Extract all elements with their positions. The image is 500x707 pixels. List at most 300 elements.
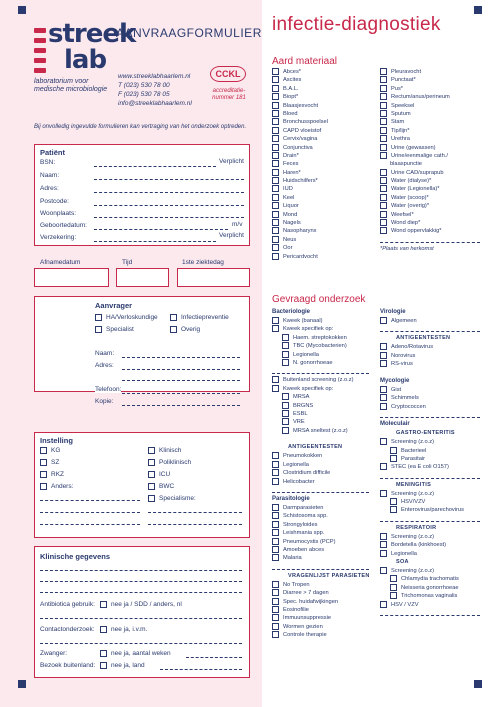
checkbox-item[interactable] [380, 76, 488, 84]
checkbox-item[interactable] [380, 455, 488, 463]
checkbox[interactable] [380, 567, 387, 574]
checkbox[interactable] [272, 68, 279, 75]
checkbox[interactable] [380, 463, 387, 470]
checkbox[interactable] [272, 521, 279, 528]
checkbox-item[interactable] [380, 202, 488, 210]
checkbox[interactable] [380, 202, 387, 209]
checkbox-item-text: Norovirus [391, 352, 416, 359]
checkbox-item[interactable] [380, 85, 488, 93]
checkbox-item-text: Bacterieel [401, 447, 427, 454]
institution-poliklinisch[interactable] [148, 459, 191, 466]
checkbox[interactable] [272, 169, 279, 176]
checkbox-item[interactable] [380, 102, 488, 110]
checkbox[interactable] [170, 326, 177, 333]
option-label: Specialisme: [159, 495, 196, 503]
checkbox-item[interactable] [380, 394, 488, 402]
option-label: Klinisch [159, 447, 182, 455]
checkbox[interactable] [272, 325, 279, 332]
checkbox[interactable] [272, 152, 279, 159]
checkbox-item[interactable] [380, 219, 488, 227]
checkbox[interactable] [100, 662, 107, 669]
checkbox[interactable] [272, 581, 279, 588]
patient-box [34, 144, 250, 246]
checkbox-item[interactable] [380, 403, 488, 411]
checkbox-item[interactable] [272, 521, 377, 529]
checkbox[interactable] [40, 483, 47, 490]
checkbox[interactable] [390, 584, 397, 591]
checkbox-item[interactable] [380, 438, 488, 446]
checkbox[interactable] [380, 93, 387, 100]
checkbox[interactable] [272, 194, 279, 201]
checkbox-item-text: Bordetella (kinkhoest) [391, 542, 447, 549]
material-heading: Aard materiaal [272, 56, 338, 67]
checkbox[interactable] [282, 342, 289, 349]
checkbox[interactable] [282, 418, 289, 425]
checkbox[interactable] [380, 127, 387, 134]
checkbox[interactable] [148, 471, 155, 478]
checkbox[interactable] [170, 314, 177, 321]
checkbox[interactable] [272, 118, 279, 125]
checkbox[interactable] [380, 169, 387, 176]
checkbox-item-text: Neus [283, 236, 297, 243]
checkbox-item[interactable] [380, 169, 488, 177]
checkbox[interactable] [40, 447, 47, 454]
checkbox-item[interactable] [380, 506, 488, 514]
checkbox[interactable] [380, 102, 387, 109]
checkbox-item[interactable] [272, 452, 377, 460]
checkbox-item[interactable] [380, 152, 488, 160]
checkbox-item[interactable] [272, 334, 377, 342]
checkbox-item[interactable] [380, 584, 488, 592]
checkbox[interactable] [390, 447, 397, 454]
checkbox-item-text: Sputum [391, 110, 411, 117]
checkbox-item[interactable] [272, 202, 377, 210]
checkbox[interactable] [380, 601, 387, 608]
subsection-heading [380, 481, 488, 490]
checkbox-item[interactable] [272, 385, 377, 393]
checkbox[interactable] [272, 144, 279, 151]
institution-kg[interactable] [40, 447, 60, 454]
checkbox-item[interactable] [380, 447, 488, 455]
checkbox-item[interactable] [272, 359, 377, 367]
checkbox-item[interactable] [272, 581, 377, 589]
contact-email[interactable]: info@streeklabhaarlem.nl [118, 100, 192, 107]
institution-specialisme[interactable] [148, 495, 196, 502]
checkbox-item[interactable] [380, 567, 488, 575]
checkbox-item[interactable] [272, 554, 377, 562]
cckl-badge: CCKL [210, 66, 246, 82]
checkbox-item[interactable] [272, 342, 377, 350]
checkbox[interactable] [390, 575, 397, 582]
checkbox-item[interactable] [272, 68, 377, 76]
checkbox[interactable] [272, 253, 279, 260]
checkbox[interactable] [95, 314, 102, 321]
checkbox[interactable] [272, 317, 279, 324]
checkbox-item-text: No Tropen [283, 581, 310, 588]
checkbox-item[interactable] [272, 219, 377, 227]
checkbox-item[interactable] [272, 227, 377, 235]
field-postcode-input[interactable] [94, 205, 244, 206]
specialisme-input-2[interactable] [148, 524, 242, 525]
blank-line[interactable] [380, 473, 480, 479]
checkbox[interactable] [272, 631, 279, 638]
checkbox-item[interactable] [380, 185, 488, 193]
contact-research-options[interactable] [100, 626, 147, 633]
blank-line[interactable] [380, 516, 480, 522]
checkbox-item[interactable] [272, 160, 377, 168]
contact-input[interactable] [40, 643, 242, 644]
pregnant-weeks-input[interactable] [186, 657, 242, 658]
institution-icu[interactable] [148, 471, 170, 478]
checkbox-item[interactable] [272, 418, 377, 426]
checkbox-item[interactable] [272, 623, 377, 631]
checkbox[interactable] [380, 110, 387, 117]
checkbox[interactable] [380, 211, 387, 218]
antibiotic-options[interactable] [100, 601, 182, 608]
checkbox-item[interactable] [272, 589, 377, 597]
pregnant-options[interactable] [100, 650, 171, 657]
contact-fax: F (023) 530 78 05 [118, 91, 170, 98]
checkbox[interactable] [100, 650, 107, 657]
checkbox[interactable] [380, 185, 387, 192]
abroad-country-input[interactable] [160, 669, 242, 670]
checkbox[interactable] [272, 177, 279, 184]
checkbox-item[interactable] [272, 144, 377, 152]
checkbox[interactable] [380, 550, 387, 557]
checkbox-item[interactable] [380, 68, 488, 76]
requester-option-specialist[interactable] [95, 326, 134, 333]
checkbox-item[interactable] [272, 127, 377, 135]
checkbox-item[interactable] [380, 463, 488, 471]
checkbox[interactable] [380, 135, 387, 142]
checkbox-item-text: BRGNS [293, 402, 314, 409]
checkbox[interactable] [272, 227, 279, 234]
checkbox-item[interactable] [272, 614, 377, 622]
field-naam-input[interactable] [94, 179, 244, 180]
checkbox[interactable] [390, 498, 397, 505]
checkbox[interactable] [272, 110, 279, 117]
checkbox[interactable] [272, 452, 279, 459]
checkbox[interactable] [272, 504, 279, 511]
checkbox-item[interactable] [272, 253, 377, 261]
field-verzekering-input[interactable] [94, 241, 216, 242]
checkbox-item[interactable] [380, 118, 488, 126]
checkbox[interactable] [380, 85, 387, 92]
checkbox[interactable] [272, 469, 279, 476]
checkbox-item[interactable] [380, 533, 488, 541]
checkbox[interactable] [272, 589, 279, 596]
gender-label[interactable]: m/v [232, 221, 243, 228]
checkbox[interactable] [390, 506, 397, 513]
checkbox[interactable] [272, 127, 279, 134]
checkbox-item[interactable] [380, 127, 488, 135]
checkbox-item-text: Eosinofilie [283, 606, 309, 613]
checkbox-item-text: Rectum/anus/perineum [391, 94, 450, 101]
checkbox-item[interactable] [272, 598, 377, 606]
checkbox[interactable] [380, 490, 387, 497]
checkbox-item[interactable] [380, 541, 488, 549]
checkbox[interactable] [380, 403, 387, 410]
checkbox-item[interactable] [380, 227, 488, 235]
checkbox-item-text: Neisseria gonorrhoeae [401, 584, 459, 591]
institution-anders-input-3[interactable] [40, 524, 140, 525]
checkbox-item-text: blaaspunctie [390, 161, 422, 168]
requester-adres-input[interactable] [122, 369, 240, 370]
institution-anders-input[interactable] [40, 500, 140, 501]
checkbox[interactable] [272, 219, 279, 226]
checkbox[interactable] [380, 76, 387, 83]
checkbox-item[interactable] [272, 469, 377, 477]
requester-option-overig[interactable] [170, 326, 200, 333]
tijd-label: Tijd [122, 259, 133, 266]
checkbox[interactable] [380, 152, 387, 159]
blank-line[interactable] [272, 487, 369, 493]
checkbox-item[interactable] [272, 185, 377, 193]
checkbox-item[interactable] [272, 538, 377, 546]
checkbox[interactable] [390, 592, 397, 599]
requester-adres-input-2[interactable] [122, 380, 240, 381]
blank-line[interactable] [380, 412, 480, 418]
checkbox-item[interactable] [272, 376, 377, 384]
checkbox-item[interactable] [272, 177, 377, 185]
institution-anders[interactable] [40, 483, 73, 490]
contact-info [118, 72, 192, 108]
clinical-line-2[interactable] [40, 581, 242, 582]
checkbox-item[interactable] [380, 177, 488, 185]
checkbox-item[interactable] [272, 351, 377, 359]
checkbox-item[interactable] [272, 478, 377, 486]
checkbox-item[interactable] [380, 135, 488, 143]
checkbox[interactable] [380, 177, 387, 184]
checkbox-item[interactable] [380, 575, 488, 583]
checkbox[interactable] [272, 512, 279, 519]
field-adres-input[interactable] [94, 192, 244, 193]
checkbox-item[interactable] [272, 76, 377, 84]
checkbox-item[interactable] [380, 490, 488, 498]
requester-kopie-input[interactable] [122, 405, 240, 406]
checkbox-item[interactable] [380, 386, 488, 394]
checkbox[interactable] [282, 410, 289, 417]
checkbox[interactable] [100, 601, 107, 608]
requester-telefoon-input[interactable] [122, 393, 240, 394]
checkbox-item-text: Bronchusspoelsel [283, 119, 328, 126]
checkbox-item[interactable] [272, 529, 377, 537]
checkbox-item[interactable] [272, 512, 377, 520]
institution-anders-input-2[interactable] [40, 512, 140, 513]
checkbox[interactable] [272, 614, 279, 621]
checkbox[interactable] [95, 326, 102, 333]
checkbox[interactable] [380, 227, 387, 234]
blank-line[interactable] [272, 564, 369, 570]
field-geboortedatum-input[interactable] [94, 229, 228, 230]
checkbox[interactable] [282, 402, 289, 409]
subsection-heading [272, 495, 377, 504]
checkbox[interactable] [272, 546, 279, 553]
checkbox-item[interactable] [272, 427, 377, 435]
checkbox[interactable] [282, 393, 289, 400]
checkbox[interactable] [272, 236, 279, 243]
requester-option-infectiepreventie[interactable] [170, 314, 229, 321]
checkbox[interactable] [380, 352, 387, 359]
blank-line[interactable] [380, 237, 480, 243]
checkbox-item[interactable] [272, 546, 377, 554]
checkbox[interactable] [272, 606, 279, 613]
checkbox[interactable] [272, 76, 279, 83]
checkbox-item[interactable] [272, 152, 377, 160]
blank-line[interactable] [380, 610, 480, 616]
clinical-line-3[interactable] [40, 592, 242, 593]
checkbox-item[interactable] [380, 601, 488, 609]
abroad-options[interactable] [100, 662, 145, 669]
checkbox[interactable] [148, 459, 155, 466]
checkbox[interactable] [272, 623, 279, 630]
checkbox[interactable] [380, 438, 387, 445]
checkbox-item[interactable] [380, 93, 488, 101]
checkbox-item-text: Urethra [391, 136, 410, 143]
checkbox-item[interactable] [272, 118, 377, 126]
checkbox-item[interactable] [272, 102, 377, 110]
checkbox-item-text: IUD [283, 186, 293, 193]
checkbox-item[interactable] [272, 194, 377, 202]
checkbox[interactable] [380, 317, 387, 324]
logo-word-2: lab [64, 45, 107, 75]
blank-line[interactable] [380, 326, 480, 332]
checkbox[interactable] [380, 144, 387, 151]
checkbox[interactable] [40, 471, 47, 478]
afname-input[interactable] [34, 268, 109, 287]
institution-sz[interactable] [40, 459, 59, 466]
tijd-input[interactable] [116, 268, 169, 287]
checkbox[interactable] [380, 360, 387, 367]
checkbox[interactable] [272, 93, 279, 100]
tagline-line-1: laboratorium voor [34, 78, 89, 85]
checkbox-item[interactable] [380, 343, 488, 351]
checkbox[interactable] [148, 495, 155, 502]
checkbox-item[interactable] [272, 317, 377, 325]
checkbox[interactable] [272, 211, 279, 218]
checkbox-item[interactable] [380, 194, 488, 202]
checkbox-item-text: Kweek specifiek op: [283, 326, 334, 333]
antibiotic-input[interactable] [40, 618, 242, 619]
checkbox-item[interactable] [272, 631, 377, 639]
checkbox-item-text: Stam [391, 119, 405, 126]
checkbox-item-text: Immuunsuppressie [283, 615, 332, 622]
checkbox-item[interactable] [272, 110, 377, 118]
requester-option-ha[interactable] [95, 314, 158, 321]
checkbox-item[interactable] [272, 169, 377, 177]
checkbox[interactable] [380, 118, 387, 125]
checkbox[interactable] [390, 455, 397, 462]
checkbox-item[interactable] [272, 93, 377, 101]
checkbox[interactable] [272, 160, 279, 167]
checkbox[interactable] [380, 394, 387, 401]
checkbox-item[interactable] [272, 236, 377, 244]
checkbox[interactable] [148, 447, 155, 454]
checkbox[interactable] [380, 219, 387, 226]
checkbox-item[interactable] [272, 393, 377, 401]
blank-line[interactable] [272, 368, 369, 374]
checkbox[interactable] [282, 427, 289, 434]
checkbox[interactable] [272, 185, 279, 192]
subsection-heading [380, 308, 488, 317]
checkbox-item[interactable] [380, 317, 488, 325]
checkbox[interactable] [380, 343, 387, 350]
checkbox[interactable] [272, 538, 279, 545]
checkbox[interactable] [272, 598, 279, 605]
checkbox[interactable] [272, 478, 279, 485]
checkbox-item-text: Urine/eenmalige cath./ [391, 152, 448, 159]
checkbox-item[interactable] [380, 211, 488, 219]
checkbox[interactable] [272, 376, 279, 383]
requester-naam-input[interactable] [122, 357, 240, 358]
checkbox[interactable] [380, 194, 387, 201]
institution-klinisch[interactable] [148, 447, 181, 454]
checkbox-item[interactable] [272, 325, 377, 333]
checkbox[interactable] [100, 626, 107, 633]
subsection-heading-text: ANTIGEENTESTEN [396, 335, 451, 342]
institution-bwc[interactable] [148, 483, 174, 490]
checkbox[interactable] [380, 541, 387, 548]
checkbox[interactable] [148, 483, 155, 490]
checkbox-item[interactable] [380, 498, 488, 506]
checkbox-item[interactable] [272, 410, 377, 418]
checkbox[interactable] [272, 102, 279, 109]
option-label: Anders: [51, 483, 74, 491]
checkbox-item[interactable] [380, 360, 488, 368]
checkbox-item[interactable] [272, 606, 377, 614]
checkbox[interactable] [282, 359, 289, 366]
checkbox[interactable] [380, 533, 387, 540]
checkbox[interactable] [272, 244, 279, 251]
ziektedag-input[interactable] [177, 268, 250, 287]
contact-web[interactable]: www.streeklabhaarlem.nl [118, 73, 191, 80]
field-woonplaats-input[interactable] [94, 217, 244, 218]
checkbox-item[interactable] [272, 402, 377, 410]
checkbox-item[interactable] [380, 144, 488, 152]
specialisme-input[interactable] [148, 512, 242, 513]
checkbox-item[interactable] [272, 244, 377, 252]
checkbox-item[interactable] [380, 110, 488, 118]
checkbox-item-text: Helicobacter [283, 478, 315, 485]
corner-mark [18, 680, 26, 688]
checkbox[interactable] [282, 334, 289, 341]
checkbox-item[interactable] [272, 211, 377, 219]
pregnant-label: Zwanger: [40, 650, 68, 657]
checkbox-item[interactable] [272, 85, 377, 93]
field-bsn-input[interactable] [94, 166, 216, 167]
checkbox-item[interactable] [272, 504, 377, 512]
checkbox[interactable] [380, 68, 387, 75]
checkbox[interactable] [272, 461, 279, 468]
checkbox-item[interactable] [380, 550, 488, 558]
checkbox-item[interactable] [272, 461, 377, 469]
checkbox[interactable] [380, 386, 387, 393]
checkbox[interactable] [272, 135, 279, 142]
institution-rkz[interactable] [40, 471, 64, 478]
checkbox[interactable] [272, 385, 279, 392]
checkbox-item[interactable] [380, 592, 488, 600]
checkbox[interactable] [272, 202, 279, 209]
checkbox-item-text: Pus* [391, 85, 404, 92]
checkbox[interactable] [282, 351, 289, 358]
checkbox-item[interactable] [380, 352, 488, 360]
checkbox[interactable] [272, 529, 279, 536]
checkbox[interactable] [40, 459, 47, 466]
clinical-line-1[interactable] [40, 570, 242, 571]
checkbox-item[interactable] [272, 135, 377, 143]
checkbox[interactable] [272, 554, 279, 561]
checkbox[interactable] [272, 85, 279, 92]
